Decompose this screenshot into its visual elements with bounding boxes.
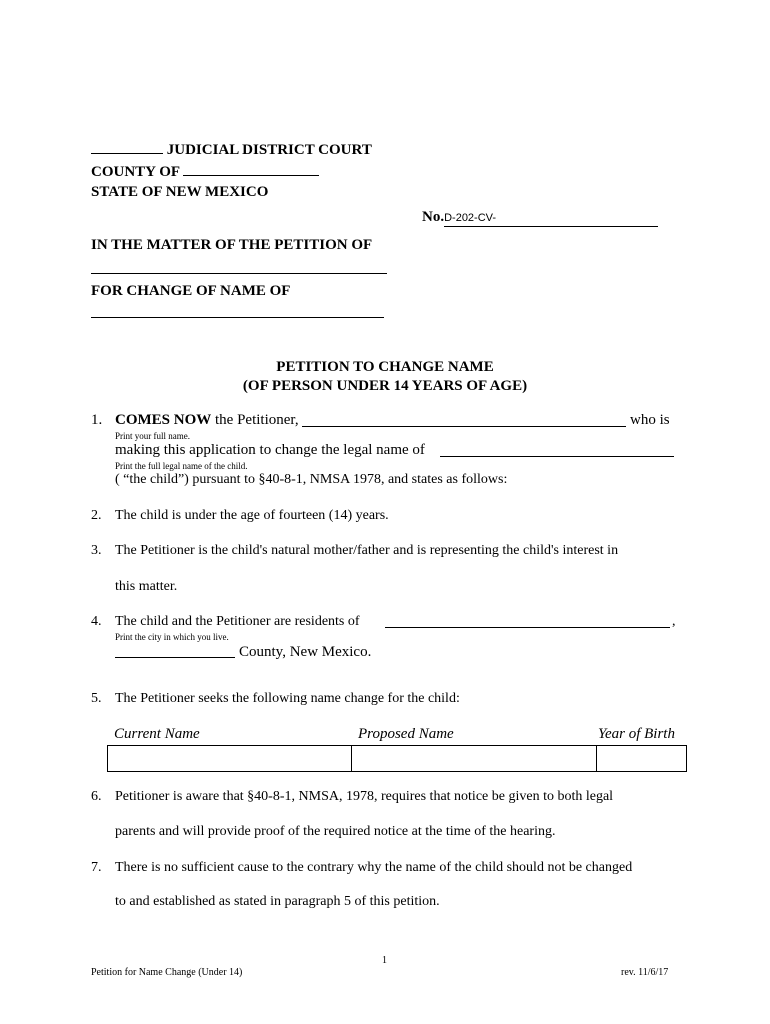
year-of-birth-cell[interactable] [597,746,687,772]
case-number-value: D-202-CV- [444,212,497,224]
paragraph-1 [91,412,299,429]
petitioner-full-name-blank[interactable] [302,426,626,427]
court-label: JUDICIAL DISTRICT COURT [166,142,372,158]
county-of-residence-blank[interactable] [115,657,235,658]
case-number-field[interactable] [444,208,658,227]
paragraph-text: the Petitioner, [211,412,299,428]
case-number [422,208,658,227]
proposed-name-cell[interactable] [352,746,597,772]
paragraph-text: Petitioner is aware that §40-8-1, NMSA, 1978, requires that notice be given to both legal [115,789,614,804]
petitioner-name-blank[interactable] [91,273,387,274]
paragraph-text: County, New Mexico. [239,644,372,660]
header-current-name: Current Name [114,726,200,742]
paragraph-text: The Petitioner seeks the following name change for the child: [115,691,460,706]
name-change-table [107,745,687,772]
page-number: 1 [382,955,387,966]
paragraph-6 [91,789,613,805]
header-proposed-name: Proposed Name [358,726,454,742]
paragraph-text: ( “the child”) pursuant to §40-8-1, NMSA 1978, and states as follows: [115,472,508,487]
paragraph-text: parents and will provide proof of the required notice at the time of the hearing. [115,824,556,839]
paragraph-text: The child and the Petitioner are residents of [115,614,360,629]
county-blank[interactable] [183,162,319,176]
comes-now: COMES NOW [115,412,212,428]
paragraph-number: 4. [91,614,102,629]
child-name-blank[interactable] [91,317,384,318]
child-legal-name-blank[interactable] [440,456,674,457]
who-is-text: who is [630,412,670,428]
footer-revision: rev. 11/6/17 [621,967,669,978]
paragraph-2 [91,508,389,524]
paragraph-text: this matter. [115,579,178,594]
paragraph-number: 3. [91,543,102,558]
paragraph-number: 2. [91,508,102,523]
paragraph-number: 1. [91,412,103,428]
court-line [91,140,372,159]
city-blank[interactable] [385,627,670,628]
footer-form-name: Petition for Name Change (Under 14) [91,967,243,978]
paragraph-text: making this application to change the legal name of [115,442,425,458]
paragraph-5 [91,691,460,707]
paragraph-3 [91,543,618,559]
header-year-of-birth: Year of Birth [598,726,675,742]
paragraph-7 [91,860,632,876]
county-line [91,162,319,181]
current-name-cell[interactable] [108,746,352,772]
paragraph-number: 6. [91,789,102,804]
paragraph-text: to and established as stated in paragraph 5 of this petition. [115,894,440,909]
table-row [108,746,687,772]
paragraph-text: The child is under the age of fourteen (14) years. [115,508,389,523]
paragraph-number: 7. [91,860,102,875]
change-label: FOR CHANGE OF NAME OF [91,283,291,299]
county-label: COUNTY OF [91,164,180,180]
matter-label: IN THE MATTER OF THE PETITION OF [91,237,373,253]
comma: , [672,614,676,629]
district-blank[interactable] [91,140,163,154]
hint-petitioner-name: Print your full name. [115,431,190,441]
paragraph-text: There is no sufficient cause to the contrary why the name of the child should not be changed [115,860,633,875]
paragraph-4 [91,614,360,630]
state-label: STATE OF NEW MEXICO [91,184,269,200]
paragraph-number: 5. [91,691,102,706]
hint-child-name: Print the full legal name of the child. [115,461,248,471]
petition-subtitle: (OF PERSON UNDER 14 YEARS OF AGE) [242,378,528,394]
hint-city: Print the city in which you live. [115,632,229,642]
petition-title: PETITION TO CHANGE NAME [276,359,494,375]
case-number-label: No. [422,209,445,225]
paragraph-text: The Petitioner is the child's natural mother/father and is representing the child's interest in [115,543,619,558]
